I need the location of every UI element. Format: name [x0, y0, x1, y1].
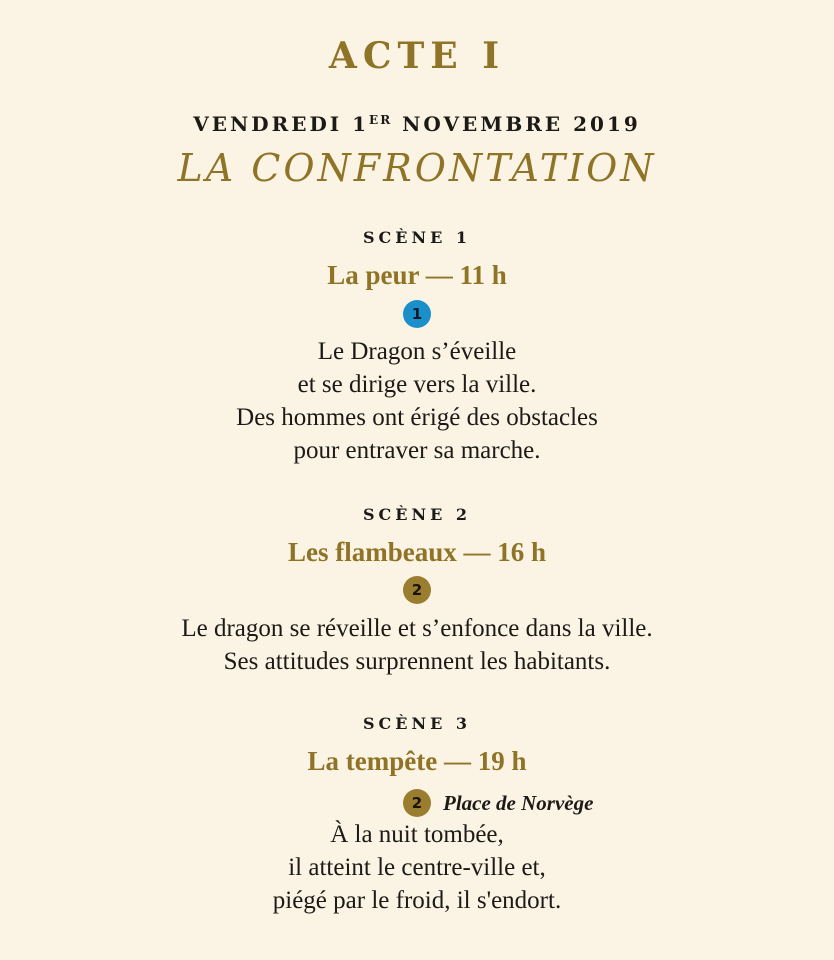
- act-subtitle: LA CONFRONTATION: [177, 146, 657, 190]
- scene-1-location-badge: 1: [403, 300, 431, 328]
- act-date: [0, 110, 834, 138]
- scene-3-label: SCÈNE 3: [362, 714, 471, 733]
- date-day: VENDREDI 1: [193, 112, 370, 136]
- scene-1-label: SCÈNE 1: [362, 228, 471, 247]
- scene-1-line: pour entraver sa marche.: [293, 437, 541, 464]
- scene-1-title: La peur — 11 h: [327, 260, 507, 290]
- scene-1-line: Le Dragon s’éveille: [317, 338, 517, 365]
- scene-3-line: il atteint le centre-ville et,: [288, 854, 546, 881]
- scene-1-line: et se dirige vers la ville.: [297, 371, 537, 398]
- scene-3-line: piégé par le froid, il s'endort.: [272, 887, 562, 914]
- act-title: ACTE I: [328, 35, 506, 77]
- scene-2-line: Ses attitudes surprennent les habitants.: [223, 648, 611, 675]
- date-ordinal: ER: [369, 113, 393, 127]
- scene-1-line: Des hommes ont érigé des obstacles: [236, 404, 598, 431]
- scene-3-location-badge: 2: [403, 789, 431, 817]
- scene-2-line: Le dragon se réveille et s’enfonce dans la ville.: [181, 615, 653, 642]
- scene-2-label: SCÈNE 2: [362, 505, 471, 524]
- scene-2-title: Les flambeaux — 16 h: [287, 537, 547, 567]
- scene-3-place: Place de Norvège: [443, 791, 594, 815]
- scene-2-location-badge: 2: [403, 576, 431, 604]
- scene-3-description: [0, 818, 834, 917]
- scene-3-line: À la nuit tombée,: [330, 821, 504, 848]
- scene-3-title: La tempête — 19 h: [307, 746, 527, 776]
- date-month-year: NOVEMBRE 2019: [392, 112, 641, 136]
- scene-2-description: [0, 612, 834, 678]
- scene-1-description: [0, 335, 834, 467]
